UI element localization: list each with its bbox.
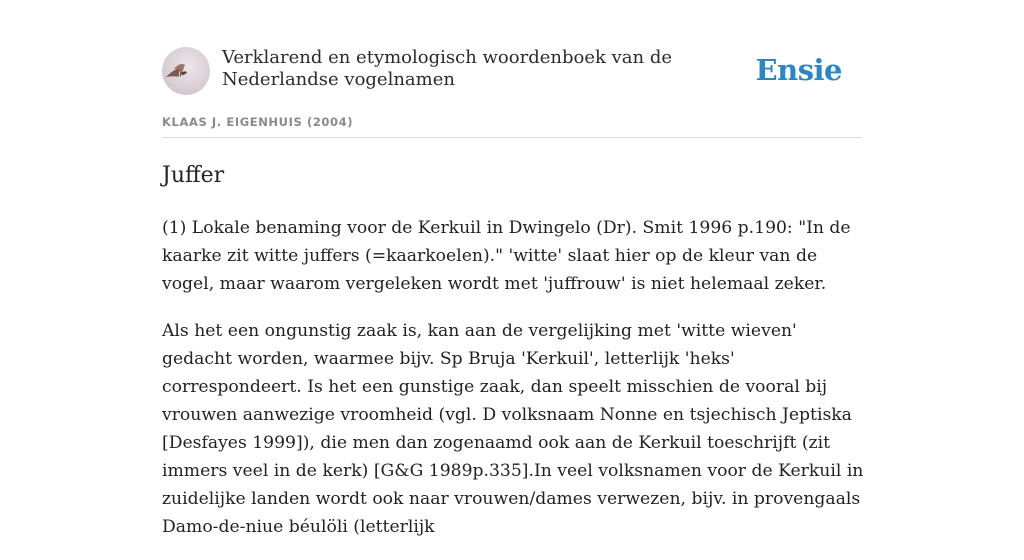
entry-title: Juffer xyxy=(162,163,225,188)
ensie-logo[interactable]: Ensie xyxy=(755,53,842,87)
entry-paragraph: Als het een ongunstig zaak is, kan aan de vergelijking met 'witte wieven' gedacht worden, waarmee bijv. Sp Bruja 'Kerkuil', letterlijk 'heks' correspondeert. Is het een gunstige zaak, dan speelt misschien de vooral bij vrouwen aanwezige vroomheid (vgl. D volksnaam Nonne en tsjechisch Jeptiska [Desfayes 1999]), die men dan zogenaamd ook aan de Kerkuil toeschrijft (zit immers veel in de kerk) [G&G 1989p.335].In veel volksnamen voor de Kerkuil in zuidelijke landen wordt ook naar vrouwen/dames verwezen, bijv. in provengaals Damo-de-niue béulöli (letterlijk xyxy=(162,321,864,537)
author-byline: KLAAS J. EIGENHUIS (2004) xyxy=(162,115,354,129)
book-header xyxy=(162,46,862,96)
book-title[interactable]: Verklarend en etymologisch woordenboek van de Nederlandse vogelnamen xyxy=(222,47,673,90)
entry-body xyxy=(162,214,864,560)
divider xyxy=(162,137,862,138)
entry-paragraph: (1) Lokale benaming voor de Kerkuil in Dwingelo (Dr). Smit 1996 p.190: "In de kaarke zit witte juffers (=kaarkoelen)." 'witte' slaat hier op de kleur van de vogel, maar waarom vergeleken wordt met 'juffrouw' is niet helemaal zeker. xyxy=(162,218,851,294)
bird-avatar-icon[interactable] xyxy=(162,47,210,95)
